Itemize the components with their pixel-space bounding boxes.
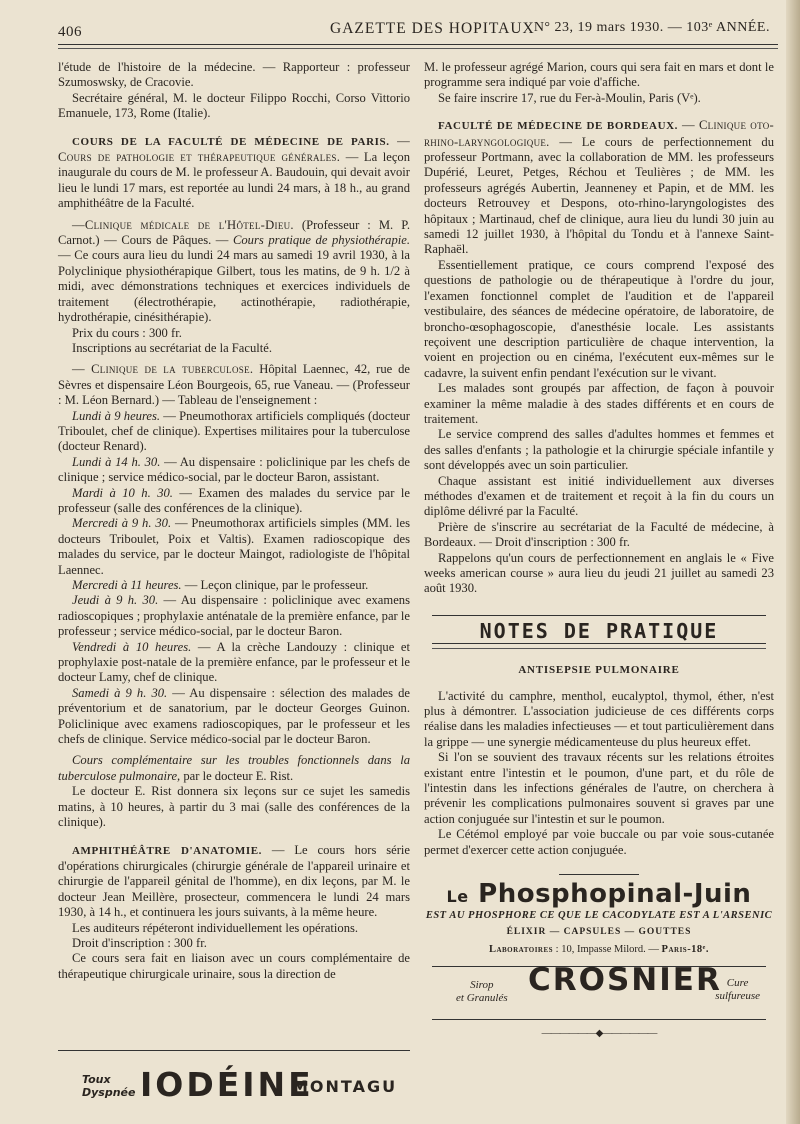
paragraph: Le Cétémol employé par voie buccale ou par voie sous-cutanée permet d'exercer cette action conjuguée. [424, 827, 774, 857]
paragraph: Rappelons qu'un cours de perfectionnement en anglais le « Five weeks american course » aura lieu du jeudi 21 juillet au samedi 23 août 1930. [424, 550, 774, 596]
ad-crosnier [432, 961, 766, 1017]
page-number: 406 [58, 24, 82, 40]
paragraph: Inscriptions au secrétariat de la Faculté. [72, 340, 273, 355]
ad-phos-lab: Laboratoires : 10, Impasse Milord. — Paris-18ᵉ. [488, 944, 710, 956]
notes-title: NOTES DE PRATIQUE [432, 615, 766, 644]
paragraph: Essentiellement pratique, ce cours comprend l'exposé des questions de pathologie ou de thérapeutique à l'ordre du jour, l'examen fonctionnel complet de l'audition et de l'appareil vestibulaire, des séances de médecine opératoire, de laboratoire, de broncho-œsophagoscopie, d'anesthésie locale. Les assistants reçoivent une description particulière de chaque intervention, la voient en projection ou en cinéma, l'exécutent eux-mêmes sur le cadavre, la suivent enfin pendant l'exécution sur le vivant. [424, 257, 774, 380]
paragraph: M. le professeur agrégé Marion, cours qui sera fait en mars et dont le programme sera indiqué par voie d'affiche. [424, 60, 774, 90]
page-header [58, 18, 786, 44]
left-column [58, 60, 410, 982]
schedule-entry: Mardi à 10 h. 30. — Examen des malades du service par le professeur (salle des conférences de la clinique). [58, 485, 410, 515]
schedule-entry: Vendredi à 10 heures. — A la crèche Landouzy : clinique et prophylaxie post-natale de la première enfance, par le professeur et le docteur Lamy, chef de clinique. [58, 639, 411, 685]
paragraph: Le docteur E. Rist donnera six leçons sur ce sujet les samedis matins, à 10 heures, à partir du 3 mai (salle des conférences de la clinique). [58, 784, 410, 830]
ad-crosnier-cure: Cure sulfureuse [715, 976, 760, 1002]
ad-iodeine-indications: Toux Dyspnée [82, 1073, 136, 1099]
paragraph-amphitheatre: AMPHITHÉÂTRE D'ANATOMIE. — Le cours hors série d'opérations chirurgicales (chirurgie générale de l'appareil urinaire et chirurgie de l'appareil génital de l'homme), en dix leçons, par M. le docteur Jean Meillère, prosecteur, commencera le lundi 24 mars 1930, à 14 h., et continuera les jours suivants, à la même heure. [58, 842, 410, 920]
ad-phosphopinal-juin [424, 879, 774, 958]
ad-phos-brand: Le Phosphopinal-Juin [446, 879, 752, 910]
paragraph: Chaque assistant est initié individuellement aux diverses méthodes d'examen et de traitement et reçoit à la fin du cours un diplôme délivré par la Faculté. [424, 473, 774, 519]
paragraph: Les auditeurs répéteront individuellement les opérations. [72, 920, 359, 935]
paragraph-clinique-tuberculose: — Clinique de la tuberculose. Hôpital Laennec, 42, rue de Sèvres et dispensaire Léon Bourgeois, 65, rue Vaneau. — (Professeur : M. Léon Bernard.) — Tableau de l'enseignement : [58, 362, 411, 408]
schedule-entry: Lundi à 9 heures. — Pneumothorax artificiels compliqués (docteur Triboulet, chef de clinique). Expertises militaires pour la tuberculose (docteur Renard). [58, 408, 410, 454]
header-rule [58, 44, 778, 45]
schedule-entry: Lundi à 14 h. 30. — Au dispensaire : policlinique par les chefs de clinique ; service médico-social, par le docteur Baron, assistant. [58, 454, 410, 485]
header-rule-thin [58, 48, 778, 49]
paragraph: Cours complémentaire sur les troubles fonctionnels dans la tuberculose pulmonaire, par le docteur E. Rist. [58, 753, 410, 783]
ad-phos-tagline: EST AU PHOSPHORE CE QUE LE CACODYLATE EST A L'ARSENIC [425, 909, 773, 921]
paragraph: Le service comprend des salles d'adultes hommes et femmes et des salles d'enfants ; la pathologie et la chirurgie spéciale infantile y sont développés avec un soin particulier. [424, 427, 774, 473]
paragraph: Ce cours sera fait en liaison avec un cours complémentaire de thérapeutique chirurgicale urinaire, sous la direction de [58, 951, 410, 981]
paragraph: Prix du cours : 300 fr. [72, 325, 182, 340]
ornament-divider: ——————◆—————— [541, 1027, 657, 1039]
section-heading: AMPHITHÉÂTRE D'ANATOMIE. [72, 844, 263, 857]
ad-iodeine-maker: MONTAGU [292, 1077, 398, 1096]
paragraph: Si l'on se souvient des travaux récents sur les relations étroites existant entre l'intestin et le poumon, d'une part, et du rôle de l'intestin dans les infections générales de l'autre, on cherchera à prévenir les complications pulmonaires souvent si graves par une action conjuguée sur l'intestin et sur le poumon. [424, 750, 774, 826]
notes-de-pratique-section [424, 615, 774, 1041]
schedule-entry: Jeudi à 9 h. 30. — Au dispensaire : policlinique avec examens radioscopiques ; prophylaxie anténatale de la première enfance, par le professeur ; service médico-social, par le docteur Baron. [58, 593, 410, 639]
section-heading: —Clinique médicale de l'Hôtel-Dieu. [72, 217, 294, 232]
section-heading: — Clinique de la tuberculose. [72, 362, 254, 377]
right-column [424, 60, 774, 1041]
ad-phos-forms: ÉLIXIR — CAPSULES — GOUTTES [506, 926, 692, 937]
schedule-entry: Mercredi à 11 heures. — Leçon clinique, par le professeur. [72, 578, 369, 592]
paragraph-cours-paris: COURS DE LA FACULTÉ DE MÉDECINE DE PARIS. — Cours de pathologie et thérapeutique générales. — La leçon inaugurale du cours de M. le professeur A. Baudouin, qui devait avoir lieu le lundi 17 mars, est reportée au lundi 24 mars, à 18 h., au grand amphithéâtre de la Faculté. [58, 133, 411, 211]
section-divider [559, 874, 639, 875]
paragraph-bordeaux: FACULTÉ DE MÉDECINE DE BORDEAUX. — Clinique oto-rhino-laryngologique. — Le cours de perfectionnement du professeur Portmann, avec la collaboration de MM. les professeurs Dupérié, Leuret, Petges, Réchou et Teulières ; de MM. les professeurs agrégés Aubertin, Jeanneney et Papin, et de MM. les docteurs Retrouvey et Despons, oto-rhino-laryngologistes des hôpitaux ; Martinaud, chef de clinique, aura lieu du lundi 30 juin au samedi 12 juillet 1930, à l'hôpital du Tondu et à l'annexe Saint-Raphaël. [424, 118, 774, 257]
ad-iodeine-montagu [58, 1050, 410, 1115]
ad-crosnier-brand: CROSNIER [528, 961, 722, 998]
ad-crosnier-forms: Sirop et Granulés [456, 978, 508, 1004]
schedule-entry: Samedi à 9 h. 30. — Au dispensaire : sélection des malades de préventorium et de sanatorium, par le docteur Georges Guinon. Policlinique avec examens radioscopiques, par le professeur et les chefs de clinique. Service médico-social par le docteur Baron. [58, 685, 411, 747]
paragraph: Les malades sont groupés par affection, de façon à pouvoir examiner la même maladie à des stades différents et en cours de traitement. [424, 381, 774, 426]
paragraph: Prière de s'inscrire au secrétariat de la Faculté de médecine, à Bordeaux. — Droit d'inscription : 300 fr. [424, 519, 774, 550]
paragraph: l'étude de l'histoire de la médecine. — Rapporteur : professeur Szumoswsky, de Cracovie. [58, 60, 410, 90]
paragraph: Secrétaire général, M. le docteur Filippo Rocchi, Corso Vittorio Emanuele, 173, Rome (Italie). [58, 90, 410, 121]
paragraph: L'activité du camphre, menthol, eucalyptol, thymol, éther, n'est plus à démontrer. L'association judicieuse de ces différents corps réalise dans les maladies infectieuses — et tout particulièrement dans la grippe — une synergie médicamenteuse du plus heureux effet. [424, 688, 774, 749]
schedule-entry: Mercredi à 9 h. 30. — Pneumothorax artificiels simples (MM. les docteurs Triboulet, Poix et Valtis). Examen radioscopique des malades du service, par le docteur Maingot, radiologiste de l'hôpital Laennec. [58, 516, 410, 577]
section-heading: FACULTÉ DE MÉDECINE DE BORDEAUX. [438, 120, 679, 133]
ad-iodeine-brand: IODÉINE [140, 1065, 314, 1104]
section-heading: COURS DE LA FACULTÉ DE MÉDECINE DE PARIS. [72, 135, 390, 148]
gazette-title: GAZETTE DES HOPITAUX [330, 20, 535, 37]
paragraph-clinique-medicale: —Clinique médicale de l'Hôtel-Dieu. (Professeur : M. P. Carnot.) — Cours de Pâques. — Cours pratique de physiothérapie. — Ce cours aura lieu du lundi 24 mars au samedi 19 avril 1930, à la Polyclinique physiothérapique Gilbert, tous les matins, de 9 h. 1/2 à midi, avec démonstrations techniques et exercices individuels de traitement (électrothérapie, actinothérapie, radiothérapie, hydrothérapie, cinésithérapie). [58, 217, 410, 325]
paragraph: Se faire inscrire 17, rue du Fer-à-Moulin, Paris (Vᵉ). [438, 90, 701, 105]
page-edge-shadow [786, 0, 800, 1124]
paragraph: Droit d'inscription : 300 fr. [72, 935, 207, 950]
issue-info: N° 23, 19 mars 1930. — 103ᵉ ANNÉE. [533, 20, 770, 35]
antisepsie-title: ANTISEPSIE PULMONAIRE [518, 664, 680, 677]
